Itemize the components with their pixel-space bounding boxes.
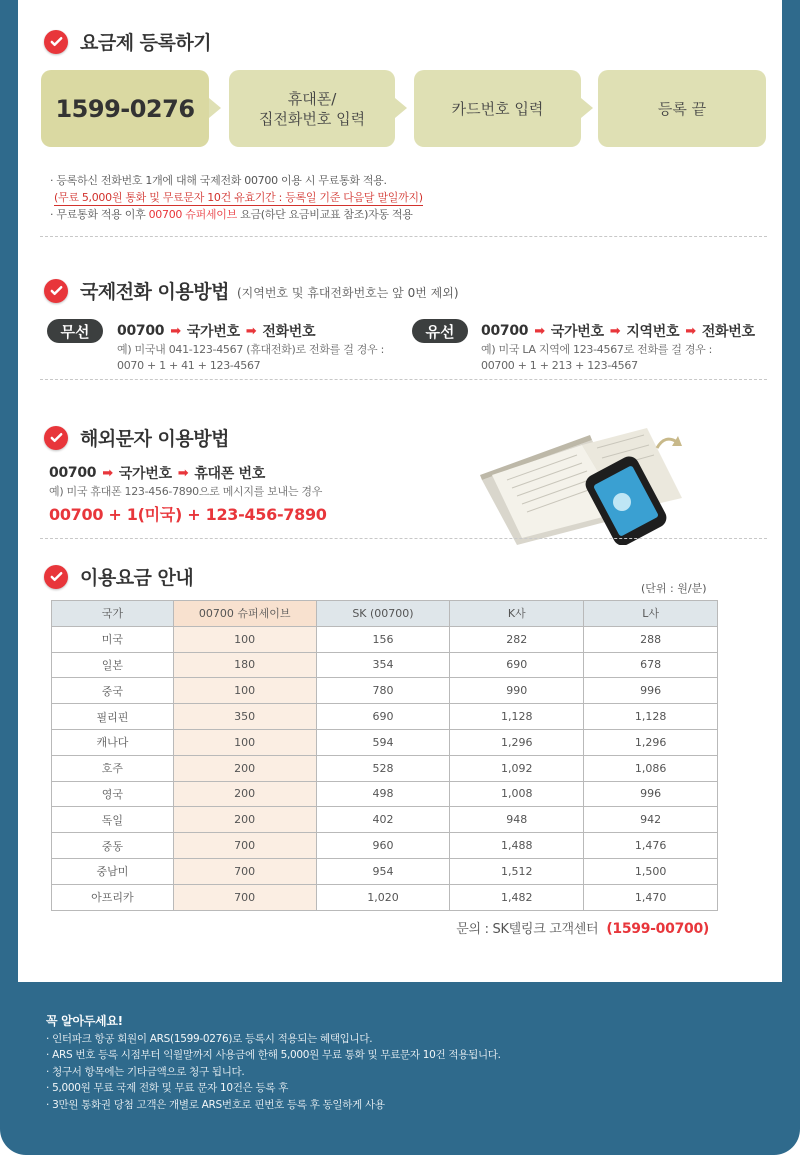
column-header: 00700 슈퍼세이브	[173, 601, 316, 627]
register-title: 요금제 등록하기	[80, 32, 212, 54]
rate-cell: 1,476	[584, 833, 718, 859]
rate-cell: 100	[173, 626, 316, 652]
route-step: 00700	[117, 323, 165, 339]
footer-heading: 꼭 알아두세요!	[46, 1014, 123, 1028]
example-line: 0070 + 1 + 41 + 123-4567	[117, 359, 261, 372]
rate-cell: 1,500	[584, 858, 718, 884]
step-arrow	[395, 98, 407, 118]
step-phone-label-line1: 휴대폰/	[287, 89, 337, 108]
rates-title: 이용요금 안내	[80, 567, 194, 589]
sms-example-number: 00700 + 1(미국) + 123-456-7890	[49, 505, 327, 524]
rate-cell: 996	[584, 781, 718, 807]
register-notes	[50, 172, 423, 223]
rate-cell: 1,128	[584, 704, 718, 730]
rate-cell: 1,488	[450, 833, 584, 859]
route-step: 국가번호	[118, 466, 172, 482]
intl-section-header	[44, 277, 459, 304]
rate-cell: 1,128	[450, 704, 584, 730]
check-icon	[44, 30, 68, 54]
footer-line: · 3만원 통화권 당첨 고객은 개별로 ARS번호로 핀번호 등록 후 동일하게 사용	[46, 1098, 385, 1111]
right-arrow-icon: ➡	[170, 323, 181, 339]
rate-cell: 1,020	[316, 884, 450, 910]
rate-cell: 780	[316, 678, 450, 704]
rate-cell: 1,296	[450, 729, 584, 755]
footer-line: · 청구서 항목에는 기타금액으로 청구 됩니다.	[46, 1065, 245, 1078]
country-cell: 캐나다	[52, 729, 174, 755]
table-row	[52, 652, 718, 678]
rate-cell: 1,470	[584, 884, 718, 910]
rate-cell: 200	[173, 755, 316, 781]
country-cell: 중남미	[52, 858, 174, 884]
country-cell: 독일	[52, 807, 174, 833]
country-cell: 중국	[52, 678, 174, 704]
right-arrow-icon: ➡	[534, 323, 545, 339]
rate-cell: 942	[584, 807, 718, 833]
footer-notice	[46, 1013, 501, 1113]
inquiry	[456, 918, 709, 937]
wired-badge: 유선	[412, 319, 468, 343]
route-step: 00700	[481, 323, 529, 339]
table-row	[52, 858, 718, 884]
wireless-example	[117, 342, 384, 374]
rate-cell: 200	[173, 781, 316, 807]
step-arrow	[209, 98, 221, 118]
step-ars-number-label: 1599-0276	[55, 94, 195, 123]
rate-cell: 498	[316, 781, 450, 807]
rate-cell: 156	[316, 626, 450, 652]
rate-cell: 282	[450, 626, 584, 652]
wired-route	[481, 321, 755, 341]
rates-table	[51, 600, 718, 911]
divider	[40, 538, 767, 539]
rate-cell: 354	[316, 652, 450, 678]
table-row	[52, 626, 718, 652]
example-line: 00700 + 1 + 213 + 123-4567	[481, 359, 638, 372]
inquiry-number: (1599-00700)	[606, 921, 709, 937]
wired-example	[481, 342, 712, 374]
rate-cell: 1,086	[584, 755, 718, 781]
rate-cell: 1,092	[450, 755, 584, 781]
route-step: 00700	[49, 465, 97, 481]
step-arrow	[581, 98, 593, 118]
step-done-label: 등록 끝	[657, 99, 707, 118]
check-icon	[44, 426, 68, 450]
rate-cell: 1,296	[584, 729, 718, 755]
footer-line: · 인터파크 항공 회원이 ARS(1599-0276)로 등록시 적용되는 혜택입니다.	[46, 1032, 373, 1045]
note-plan-name: 00700 슈퍼세이브	[148, 208, 237, 221]
book-phone-illustration	[472, 420, 722, 545]
example-line: 예) 미국 LA 지역에 123-4567로 전화를 걸 경우 :	[481, 343, 713, 356]
footer-line: · ARS 번호 등록 시점부터 익월말까지 사용금에 한해 5,000원 무료 통화 및 무료문자 10건 적용됩니다.	[46, 1049, 501, 1061]
table-row	[52, 884, 718, 910]
register-steps	[41, 70, 766, 148]
check-icon	[44, 565, 68, 589]
right-arrow-icon: ➡	[685, 323, 696, 339]
wireless-badge: 무선	[47, 319, 103, 343]
table-row	[52, 781, 718, 807]
sms-section-header	[44, 424, 229, 451]
intl-title: 국제전화 이용방법	[80, 281, 229, 303]
rate-cell: 1,512	[450, 858, 584, 884]
table-row	[52, 833, 718, 859]
rate-cell: 350	[173, 704, 316, 730]
rates-unit: (단위 : 원/분)	[641, 582, 707, 595]
country-cell: 호주	[52, 755, 174, 781]
column-header: L사	[584, 601, 718, 627]
divider	[40, 236, 767, 237]
rate-cell: 690	[316, 704, 450, 730]
rate-cell: 180	[173, 652, 316, 678]
intl-subtitle: (지역번호 및 휴대전화번호는 앞 0번 제외)	[236, 285, 459, 300]
country-cell: 중동	[52, 833, 174, 859]
country-cell: 일본	[52, 652, 174, 678]
sms-example: 예) 미국 휴대폰 123-456-7890으로 메시지를 보내는 경우	[49, 485, 323, 498]
rate-cell: 100	[173, 678, 316, 704]
divider	[40, 379, 767, 380]
sms-route	[49, 463, 265, 483]
rate-cell: 948	[450, 807, 584, 833]
note-text: 요금(하단 요금비교표 참조)자동 적용	[236, 208, 413, 221]
rate-cell: 954	[316, 858, 450, 884]
column-header: SK (00700)	[316, 601, 450, 627]
column-header: 국가	[52, 601, 174, 627]
right-arrow-icon: ➡	[102, 465, 113, 481]
rate-cell: 700	[173, 884, 316, 910]
rate-cell: 402	[316, 807, 450, 833]
route-step: 국가번호	[186, 324, 240, 340]
rate-cell: 678	[584, 652, 718, 678]
register-section-header	[44, 28, 211, 55]
table-row	[52, 729, 718, 755]
route-step: 국가번호	[550, 324, 604, 340]
rate-cell: 100	[173, 729, 316, 755]
table-header-row	[52, 601, 718, 627]
right-arrow-icon: ➡	[245, 323, 257, 339]
note-text: · 무료통화 적용 이후	[50, 208, 149, 221]
step-done	[598, 70, 766, 147]
rate-cell: 990	[450, 678, 584, 704]
step-phone-label-line2: 집전화번호 입력	[258, 109, 366, 128]
table-row	[52, 678, 718, 704]
step-card-input	[414, 70, 581, 147]
step-phone-input	[229, 70, 395, 147]
rate-cell: 594	[316, 729, 450, 755]
right-arrow-icon: ➡	[177, 465, 189, 481]
route-step: 지역번호	[626, 324, 680, 340]
step-ars-number	[41, 70, 209, 147]
rates-section-header	[44, 563, 193, 590]
country-cell: 아프리카	[52, 884, 174, 910]
rate-cell: 1,482	[450, 884, 584, 910]
rate-cell: 288	[584, 626, 718, 652]
step-card-label: 카드번호 입력	[451, 99, 544, 118]
rate-cell: 690	[450, 652, 584, 678]
note-line: · 등록하신 전화번호 1개에 대해 국제전화 00700 이용 시 무료통화 적용.	[50, 174, 387, 187]
rate-cell: 528	[316, 755, 450, 781]
example-line: 예) 미국내 041-123-4567 (휴대전화)로 전화를 걸 경우 :	[117, 343, 384, 356]
column-header: K사	[450, 601, 584, 627]
route-step: 전화번호	[262, 324, 316, 340]
check-icon	[44, 279, 68, 303]
sms-title: 해외문자 이용방법	[80, 428, 229, 450]
table-row	[52, 807, 718, 833]
route-step: 휴대폰 번호	[194, 466, 266, 482]
table-row	[52, 704, 718, 730]
rate-cell: 996	[584, 678, 718, 704]
footer-line: · 5,000원 무료 국제 전화 및 무료 문자 10건은 등록 후	[46, 1082, 289, 1094]
table-row	[52, 755, 718, 781]
inquiry-label: 문의 : SK텔링크 고객센터	[456, 922, 599, 937]
country-cell: 필리핀	[52, 704, 174, 730]
rate-cell: 700	[173, 833, 316, 859]
country-cell: 미국	[52, 626, 174, 652]
wireless-route	[117, 321, 315, 341]
rate-cell: 960	[316, 833, 450, 859]
route-step: 전화번호	[701, 324, 755, 340]
rate-cell: 700	[173, 858, 316, 884]
rate-cell: 1,008	[450, 781, 584, 807]
country-cell: 영국	[52, 781, 174, 807]
note-highlight: (무료 5,000원 통화 및 무료문자 10건 유효기간 : 등록일 기준 다음달 말일까지)	[54, 191, 423, 204]
right-arrow-icon: ➡	[609, 323, 621, 339]
rate-cell: 200	[173, 807, 316, 833]
